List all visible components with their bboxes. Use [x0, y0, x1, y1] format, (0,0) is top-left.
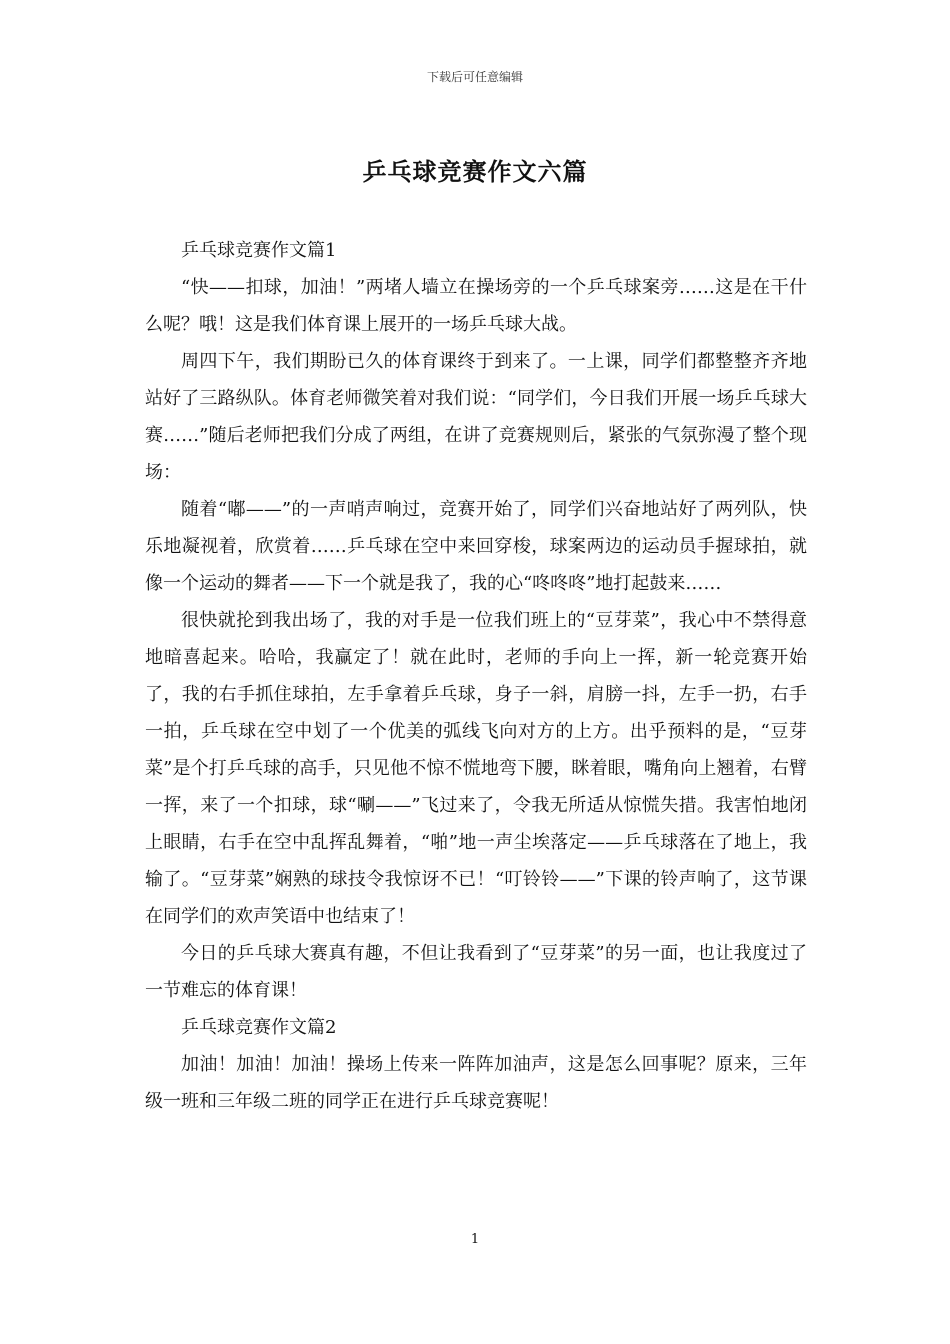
- page-header-note: 下载后可任意编辑: [426, 70, 523, 84]
- paragraph: 周四下午，我们期盼已久的体育课终于到来了。一上课，同学们都整整齐齐地站好了三路纵队。体育老师微笑着对我们说：“同学们，今日我们开展一场乒乓球大赛……”随后老师把我们分成了两组，在讲了竞赛规则后，紧张的气氛弥漫了整个现场：: [145, 351, 807, 483]
- page-number: 1: [470, 1232, 480, 1247]
- section-heading-2: 乒乓球竞赛作文篇2: [181, 1017, 337, 1038]
- section-heading-1: 乒乓球竞赛作文篇1: [181, 240, 337, 261]
- document-body: [145, 232, 807, 1120]
- paragraph: 很快就抡到我出场了，我的对手是一位我们班上的“豆芽菜”，我心中不禁得意地暗喜起来。哈哈，我赢定了！就在此时，老师的手向上一挥，新一轮竞赛开始了，我的右手抓住球拍，左手拿着乒乓球，身子一斜，肩膀一抖，左手一扔，右手一拍，乒乓球在空中划了一个优美的弧线飞向对方的上方。出乎预料的是，“豆芽菜”是个打乒乓球的高手，只见他不惊不慌地弯下腰，眯着眼，嘴角向上翘着，右臂一挥，来了一个扣球，球“唰——”飞过来了，令我无所适从惊慌失措。我害怕地闭上眼睛，右手在空中乱挥乱舞着，“啪”地一声尘埃落定——乒乓球落在了地上，我输了。“豆芽菜”娴熟的球技令我惊讶不已！“叮铃铃——”下课的铃声响了，这节课在同学们的欢声笑语中也结束了！: [145, 610, 807, 927]
- paragraph: 今日的乒乓球大赛真有趣，不但让我看到了“豆芽菜”的另一面，也让我度过了一节难忘的体育课！: [145, 943, 807, 1001]
- document-title: 乒乓球竞赛作文六篇: [362, 157, 588, 186]
- paragraph: 加油！加油！加油！操场上传来一阵阵加油声，这是怎么回事呢？原来，三年级一班和三年级二班的同学正在进行乒乓球竞赛呢！: [145, 1054, 807, 1112]
- paragraph: 随着“嘟——”的一声哨声响过，竞赛开始了，同学们兴奋地站好了两列队，快乐地凝视着，欣赏着……乒乓球在空中来回穿梭，球案两边的运动员手握球拍，就像一个运动的舞者——下一个就是我了，我的心“咚咚咚”地打起鼓来……: [145, 499, 807, 594]
- paragraph: “快——扣球，加油！”两堵人墙立在操场旁的一个乒乓球案旁……这是在干什么呢？哦！这是我们体育课上展开的一场乒乓球大战。: [145, 277, 807, 335]
